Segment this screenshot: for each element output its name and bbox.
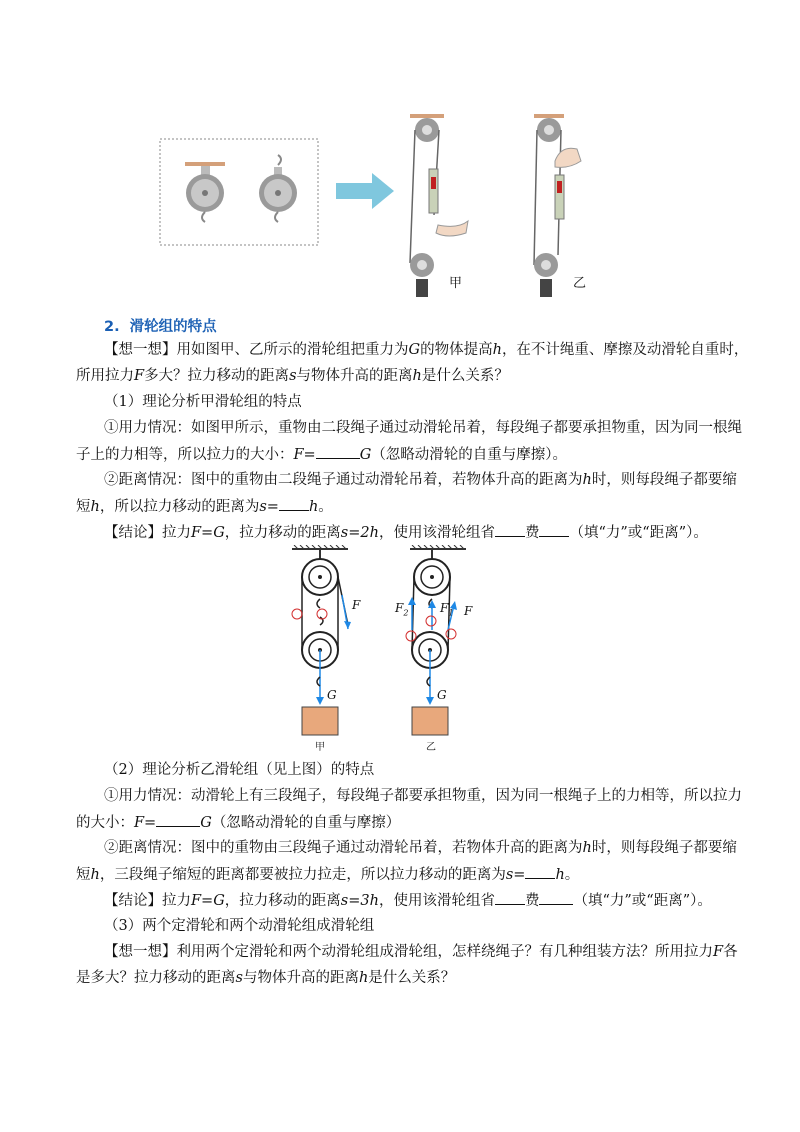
- text: （忽略动滑轮的自重与摩擦）: [211, 815, 401, 831]
- var-h: h: [308, 499, 319, 515]
- part1-dist-line1: [104, 470, 754, 490]
- var-h: h: [412, 368, 422, 384]
- text: 的大小：: [76, 815, 134, 831]
- var-F: F: [134, 368, 145, 384]
- text: （忽略动滑轮的自重与摩擦）。: [371, 447, 568, 463]
- conclusion-tag: 【结论】: [104, 893, 162, 909]
- answer-blank[interactable]: [495, 522, 525, 537]
- text: ②距离情况：图中的重物由二段绳子通过动滑轮吊着，若物体升高的距离为: [104, 472, 583, 488]
- text: 与物体升高的距离: [296, 368, 413, 384]
- part1-force-line2: [76, 444, 726, 465]
- part2-conclusion: [104, 890, 754, 911]
- var-s: s: [235, 970, 243, 986]
- formula: s=: [259, 499, 279, 515]
- text: ，拉力移动的距离: [224, 893, 341, 909]
- diagram-label-jia: 甲: [315, 742, 325, 753]
- section-number: 2.: [104, 319, 120, 335]
- diagram-F-yi: F: [464, 604, 473, 618]
- text: 是什么关系？: [368, 970, 456, 986]
- part1-dist-line2: [76, 496, 726, 517]
- text: 费: [524, 525, 540, 541]
- pulley-photo-figure: [150, 105, 610, 305]
- text: ，拉力移动的距离: [224, 525, 341, 541]
- formula: s=3h: [340, 893, 379, 909]
- part3-line2: [76, 968, 726, 988]
- var-h: h: [358, 970, 369, 986]
- text: （填“力”或“距离”）。: [573, 893, 712, 909]
- answer-blank[interactable]: [156, 812, 200, 827]
- formula: F=G: [191, 893, 225, 909]
- part1-title: （1）理论分析甲滑轮组的特点: [104, 394, 302, 410]
- part3-title: （3）两个定滑轮和两个动滑轮组成滑轮组: [104, 918, 375, 934]
- var-G: G: [359, 447, 372, 463]
- text: ②距离情况：图中的重物由三段绳子通过动滑轮吊着，若物体升高的距离为: [104, 840, 583, 856]
- text: 与物体升高的距离: [242, 970, 359, 986]
- text: 各: [723, 944, 738, 960]
- text: ，使用该滑轮组省: [378, 893, 495, 909]
- answer-blank[interactable]: [525, 864, 555, 879]
- text: 用如图甲、乙所示的滑轮组把重力为: [176, 342, 409, 358]
- var-h: h: [555, 867, 565, 883]
- think1-line2: [76, 366, 726, 386]
- diagram-G-yi: G: [437, 688, 447, 702]
- text: ，三段绳子缩短的距离都要被拉力拉走，所以拉力移动的距离为: [99, 867, 506, 883]
- part2-dist-line1: [104, 838, 754, 858]
- diagram-G-jia: G: [327, 688, 337, 702]
- conclusion-tag: 【结论】: [104, 525, 162, 541]
- formula: F=G: [191, 525, 225, 541]
- var-h: h: [582, 472, 592, 488]
- pulley-diagram: [280, 545, 480, 755]
- text: ，所以拉力移动的距离为: [99, 499, 260, 515]
- text: 。: [318, 499, 333, 515]
- answer-blank[interactable]: [539, 522, 569, 537]
- var-F: F: [713, 944, 724, 960]
- text: 时，则每段绳子都要缩: [591, 840, 737, 856]
- text: 多大？拉力移动的距离: [144, 368, 290, 384]
- var-h: h: [90, 867, 100, 883]
- formula: s=: [505, 867, 526, 883]
- part1-force-line1: ①用力情况：如图甲所示，重物由二段绳子通过动滑轮吊着，每段绳子都要承担物重，因为同一根绳: [104, 420, 742, 436]
- think-tag: 【想一想】: [104, 342, 177, 358]
- photo-label-jia: 甲: [449, 276, 463, 291]
- text: 时，则每段绳子都要缩: [591, 472, 737, 488]
- formula: s=2h: [340, 525, 379, 541]
- var-h: h: [492, 342, 502, 358]
- text: 费: [524, 893, 540, 909]
- text: 拉力: [162, 525, 191, 541]
- formula: F=: [134, 815, 157, 831]
- text: 的物体提高: [420, 342, 493, 358]
- think-tag: 【想一想】: [104, 944, 177, 960]
- var-G: G: [200, 815, 212, 831]
- photo-label-yi: 乙: [573, 276, 587, 291]
- diagram-F-jia: F: [352, 598, 361, 612]
- text: ，使用该滑轮组省: [378, 525, 495, 541]
- text: 所用拉力: [76, 368, 134, 384]
- section-title: 滑轮组的特点: [129, 319, 217, 335]
- answer-blank[interactable]: [495, 890, 525, 905]
- part2-dist-line2: [76, 864, 726, 885]
- part2-force-line2: [76, 812, 726, 833]
- think1-line1: [104, 340, 754, 360]
- text: ，在不计绳重、摩擦及动滑轮自重时，: [501, 342, 749, 358]
- text: 。: [564, 867, 580, 883]
- diagram-F1: $F_1$: [440, 601, 454, 618]
- text: 是什么关系？: [421, 368, 509, 384]
- text: 是多大？拉力移动的距离: [76, 970, 236, 986]
- answer-blank[interactable]: [279, 496, 309, 511]
- part1-conclusion: [104, 522, 754, 543]
- var-s: s: [289, 368, 297, 384]
- diagram-F2: $F_2$: [395, 601, 409, 618]
- text: 短: [76, 499, 91, 515]
- answer-blank[interactable]: [539, 890, 573, 905]
- part2-force-line1: ①用力情况：动滑轮上有三段绳子，每段绳子都要承担物重，因为同一根绳子上的力相等，所以拉力: [104, 788, 742, 804]
- answer-blank[interactable]: [316, 444, 360, 459]
- formula: F=: [293, 447, 316, 463]
- text: 利用两个定滑轮和两个动滑轮组成滑轮组，怎样绕绳子？有几种组装方法？所用拉力: [176, 944, 713, 960]
- part2-title: （2）理论分析乙滑轮组（见上图）的特点: [104, 762, 375, 778]
- var-h: h: [582, 840, 592, 856]
- section-heading: [104, 315, 227, 336]
- text: 短: [76, 867, 91, 883]
- text: 子上的力相等，所以拉力的大小：: [76, 447, 294, 463]
- diagram-label-yi: 乙: [426, 742, 436, 753]
- var-h: h: [90, 499, 100, 515]
- part3-line1: [104, 942, 754, 962]
- text: （填“力”或“距离”）。: [569, 525, 708, 541]
- var-G: G: [408, 342, 421, 358]
- text: 拉力: [162, 893, 191, 909]
